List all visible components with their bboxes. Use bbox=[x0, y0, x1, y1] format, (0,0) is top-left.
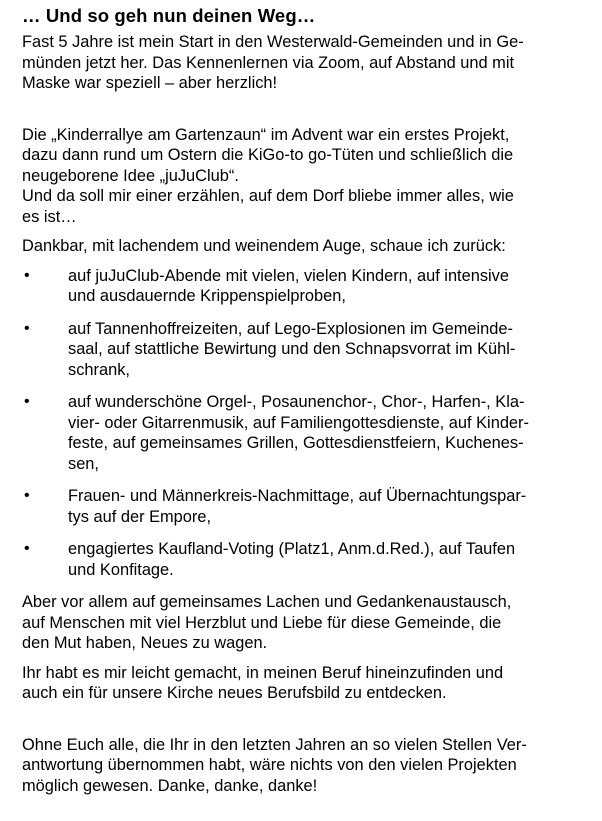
article bbox=[22, 4, 582, 796]
projects-paragraph: Die „Kinderrallye am Gartenzaun“ im Advent war ein erstes Projekt, dazu dann rund um Ostern die KiGo-to go-Tüten und schließlich die neugeborene Idee „juJuClub“. Und da soll mir einer erzählen, auf dem Dorf bliebe immer alles, wie es ist… bbox=[22, 125, 514, 226]
list-item-text: auf Tannenhoffreizeiten, auf Lego-Explosionen im Gemeinde- saal, auf stattliche Bewirtung und den Schnapsvorrat im Kühl- schrank, bbox=[68, 319, 516, 379]
list-item-text: auf wunderschöne Orgel-, Posaunenchor-, Chor-, Harfen-, Kla- vier- oder Gitarrenmusik, auf Familiengottesdienste, auf Kinder- feste, auf gemeinsames Grillen, Gottesdienstfeiern, Kuchenes- sen, bbox=[68, 393, 529, 473]
closing-paragraph: Ohne Euch alle, die Ihr in den letzten Jahren an so vielen Stellen Ver- antwortung übernommen habt, wäre nichts von den vielen Projekten möglich gewesen. Danke, danke, danke! bbox=[22, 735, 527, 795]
bullet-icon: • bbox=[24, 266, 30, 284]
memories-list bbox=[22, 266, 582, 581]
community-paragraph: Aber vor allem auf gemeinsames Lachen und Gedankenaustausch, auf Menschen mit viel Herzblut und Liebe für diese Gemeinde, die den Mut haben, Neues zu wagen. bbox=[22, 593, 512, 652]
spacer bbox=[22, 94, 582, 125]
spacer bbox=[22, 227, 582, 236]
intro-paragraph: Fast 5 Jahre ist mein Start in den Westerwald-Gemeinden und in Ge- münden jetzt her. Das Kennenlernen via Zoom, auf Abstand und mit Maske war speziell – aber herzlich! bbox=[22, 33, 524, 92]
bullet-icon: • bbox=[24, 319, 30, 337]
spacer bbox=[22, 704, 582, 735]
list-item-text: Frauen- und Männerkreis-Nachmittage, auf Übernachtungspar- tys auf der Empore, bbox=[68, 487, 527, 526]
article-heading: … Und so geh nun deinen Weg… bbox=[22, 5, 316, 26]
list-item bbox=[22, 319, 582, 381]
list-item-text: auf juJuClub-Abende mit vielen, vielen Kindern, auf intensive und ausdauernde Krippenspielproben, bbox=[68, 266, 509, 305]
list-item bbox=[22, 392, 582, 474]
bullet-icon: • bbox=[24, 540, 30, 557]
list-item-text: engagiertes Kaufland-Voting (Platz1, Anm.d.Red.), auf Taufen und Konfitage. bbox=[68, 540, 516, 579]
profession-paragraph: Ihr habt es mir leicht gemacht, in meinen Beruf hineinzufinden und auch ein für unsere Kirche neues Berufsbild zu entdecken. bbox=[22, 663, 504, 702]
spacer bbox=[22, 257, 582, 266]
bullet-icon: • bbox=[24, 393, 30, 410]
bullet-icon: • bbox=[24, 487, 30, 504]
spacer bbox=[22, 654, 582, 663]
list-item bbox=[22, 539, 582, 580]
list-item bbox=[22, 266, 582, 307]
list-item bbox=[22, 486, 582, 527]
gratitude-intro: Dankbar, mit lachendem und weinendem Auge, schaue ich zurück: bbox=[22, 237, 506, 255]
